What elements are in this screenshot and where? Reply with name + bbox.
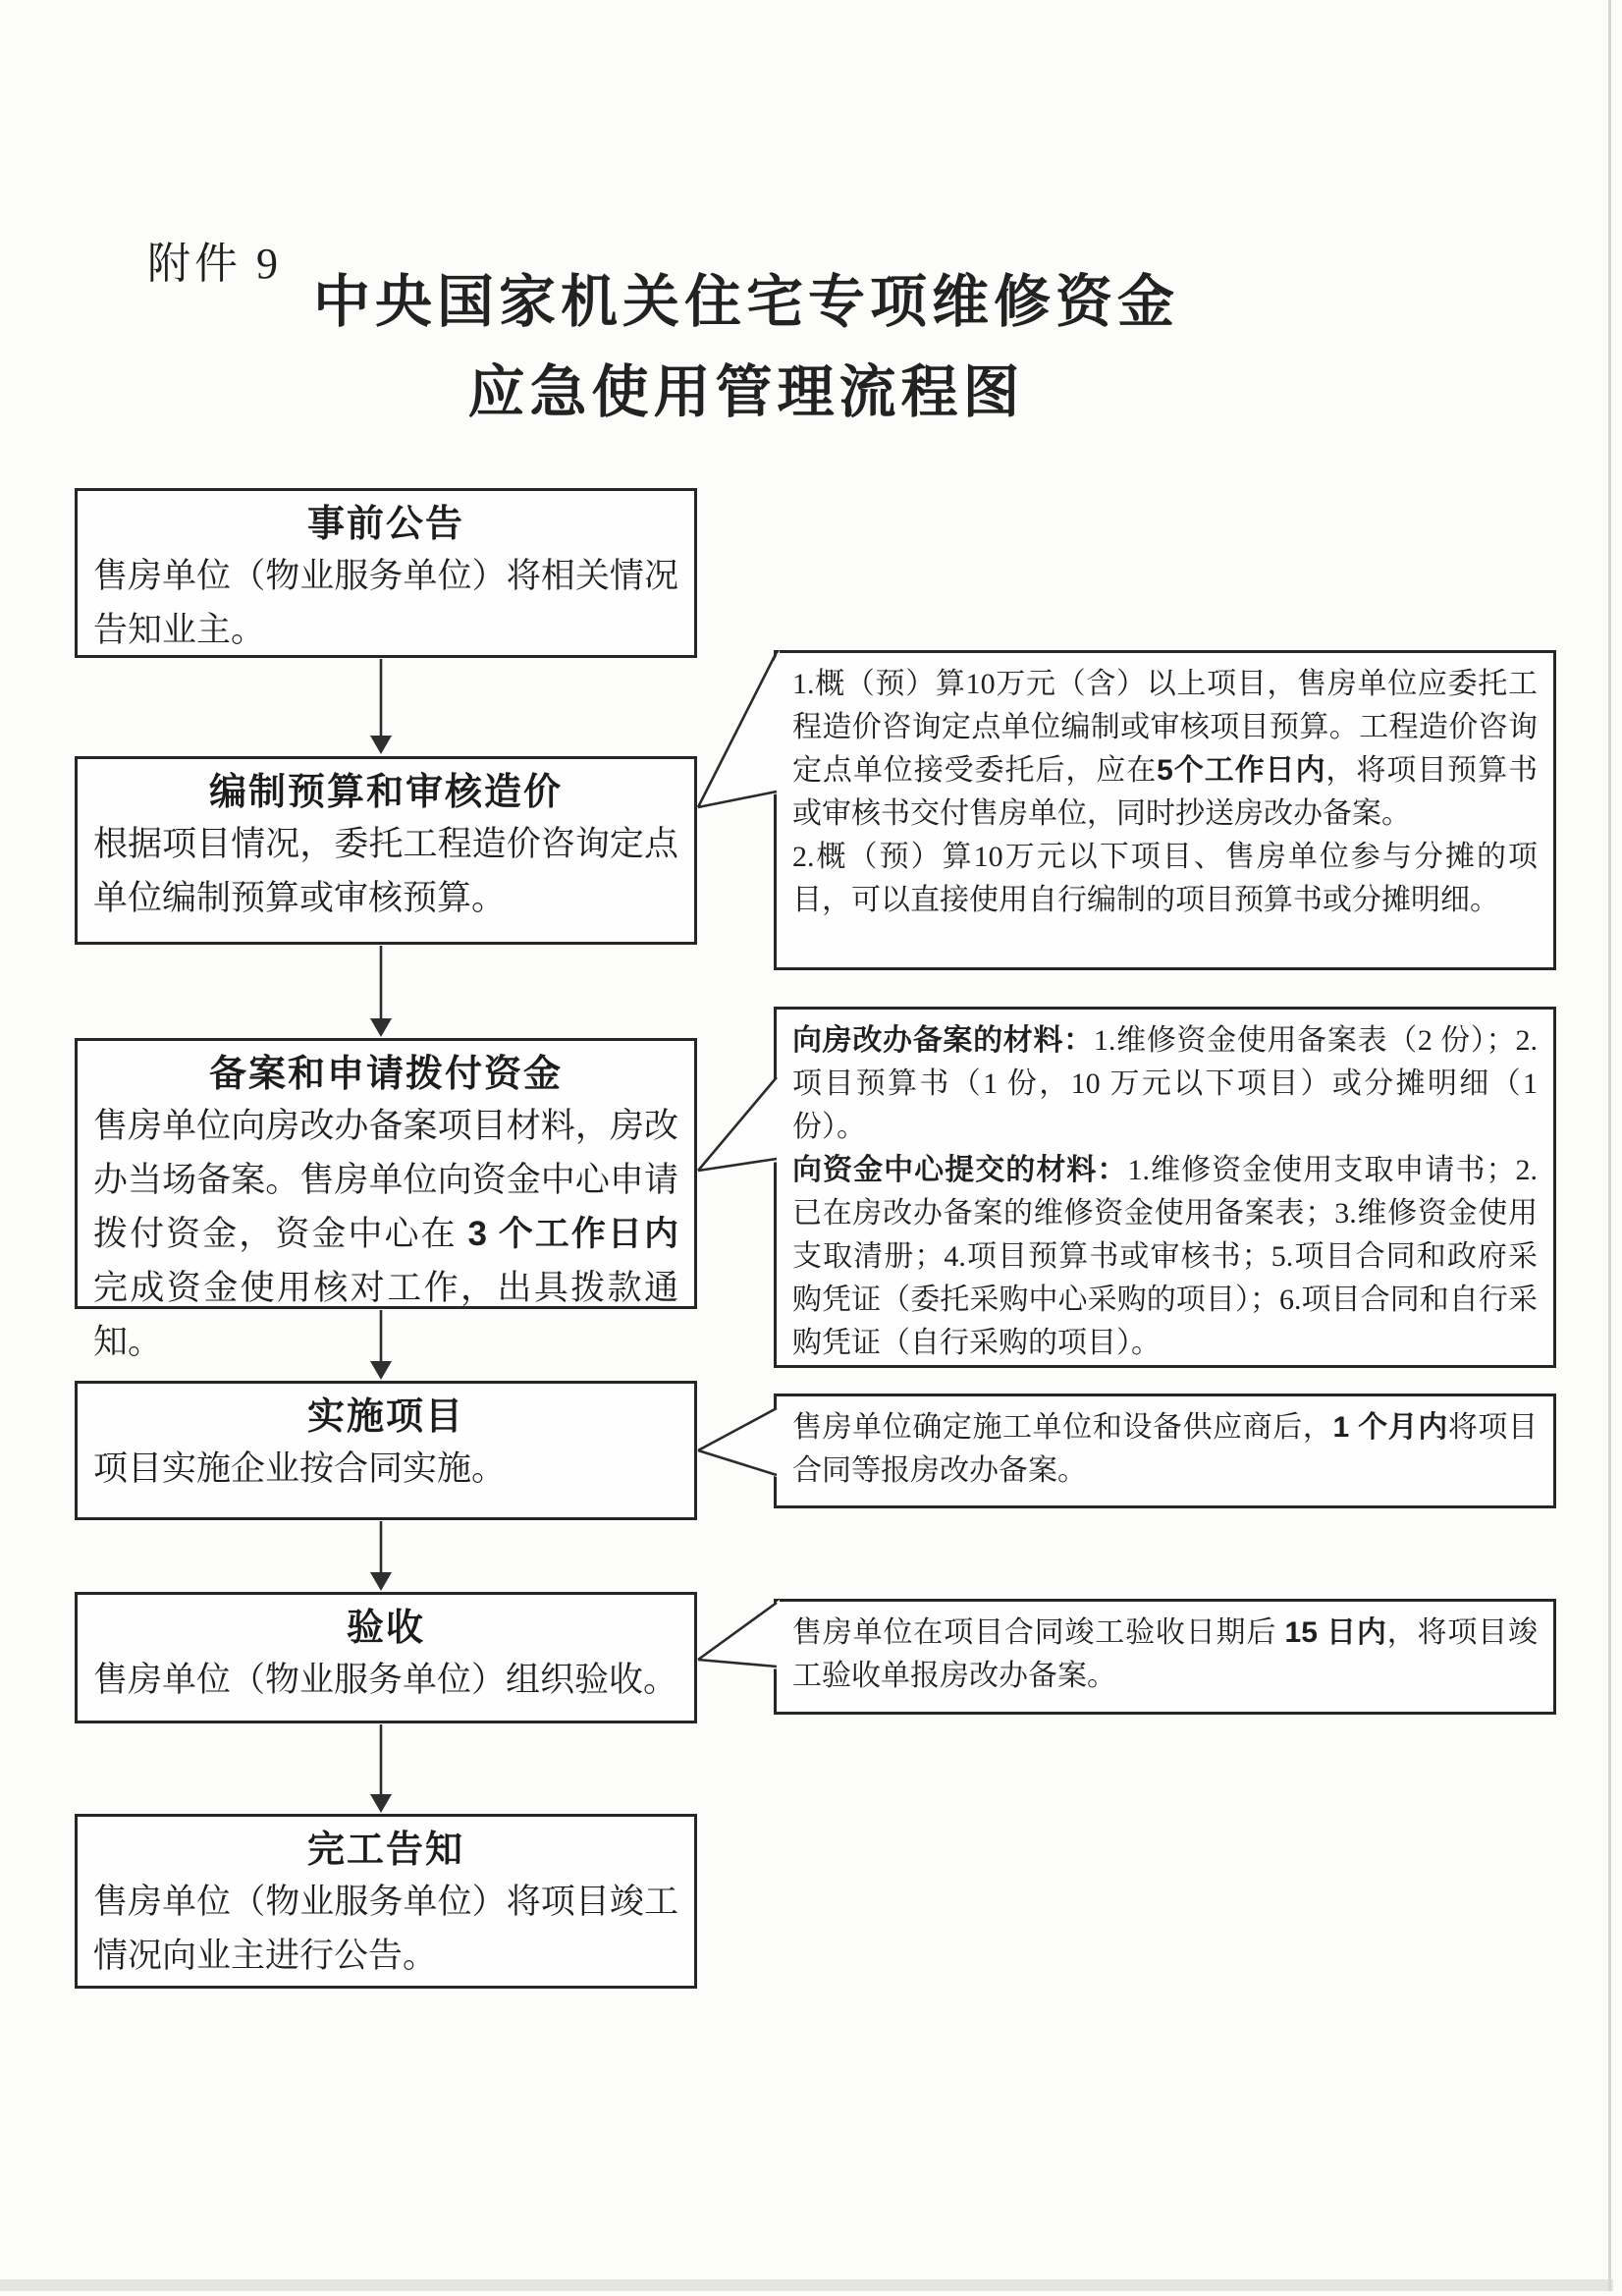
annotation-paragraph: 1.概（预）算10万元（含）以上项目，售房单位应委托工程造价咨询定点单位编制或审核项目预算。工程造价咨询定点单位接受委托后，应在5个工作日内，将项目预算书或审核书交付售房单位，同时抄送房改办备案。	[792, 668, 1538, 830]
annotation-paragraph: 售房单位确定施工单位和设备供应商后，1 个月内将项目合同等报房改办备案。	[792, 1411, 1539, 1487]
step-title: 备案和申请拨付资金	[208, 1054, 563, 1095]
page-title-line2: 应急使用管理流程图	[467, 360, 1025, 424]
annotation-budget-rules	[774, 650, 1556, 970]
step-title: 实施项目	[306, 1396, 464, 1438]
step-title: 事前公告	[306, 504, 464, 545]
step-body: 售房单位（物业服务单位）将项目竣工情况向业主进行公告。	[93, 1883, 678, 1975]
step-body: 售房单位（物业服务单位）组织验收。	[93, 1661, 678, 1699]
flow-arrow-2	[370, 946, 392, 1037]
annotation-paragraph: 2.概（预）算10万元以下项目、售房单位参与分摊的项目，可以直接使用自行编制的项目预算书或分摊明细。	[792, 841, 1538, 916]
step-body: 售房单位（物业服务单位）将相关情况告知业主。	[93, 557, 678, 649]
flow-step-budget-review	[75, 756, 697, 945]
flow-step-filing-funding	[75, 1038, 697, 1361]
callout-connector-3	[698, 1406, 780, 1478]
page-edge-bottom	[0, 2279, 1613, 2291]
annotation-contract-filing	[774, 1394, 1556, 1508]
annotation-paragraph: 售房单位在项目合同竣工验收日期后 15 日内，将项目竣工验收单报房改办备案。	[792, 1616, 1538, 1692]
annotation-paragraph: 向资金中心提交的材料：1.维修资金使用支取申请书；2.已在房改办备案的维修资金使用备案表；3.维修资金使用支取清册；4.项目预算书或审核书；5.项目合同和政府采购凭证（委托采购中心采购的项目）；6.项目合同和自行采购凭证（自行采购的项目）。	[792, 1154, 1539, 1359]
flow-arrow-5	[370, 1724, 392, 1813]
flow-step-acceptance	[75, 1592, 697, 1723]
page-title	[59, 257, 1433, 438]
step-body: 售房单位向房改办备案项目材料，房改办当场备案。售房单位向资金中心申请拨付资金，资金中心在 3 个工作日内完成资金使用核对工作，出具拨款通知。	[93, 1107, 678, 1361]
callout-connector-2	[698, 1075, 780, 1171]
annotation-paragraph: 向房改办备案的材料：1.维修资金使用备案表（2 份）；2.项目预算书（1 份，10 万元以下项目）或分摊明细（1 份）。	[792, 1024, 1538, 1143]
callout-connector-4	[698, 1600, 780, 1669]
flow-arrow-4	[370, 1521, 392, 1591]
callout-connector-1	[698, 650, 780, 807]
flow-step-completion-notice	[75, 1814, 697, 1989]
flow-step-implementation	[75, 1381, 697, 1520]
step-title: 编制预算和审核造价	[208, 772, 563, 813]
page-title-line1: 中央国家机关住宅专项维修资金	[312, 270, 1179, 334]
step-title: 验收	[346, 1608, 425, 1649]
step-body: 根据项目情况，委托工程造价咨询定点单位编制预算或审核预算。	[93, 825, 678, 917]
step-body: 项目实施企业按合同实施。	[93, 1449, 507, 1488]
annotation-filing-materials	[774, 1007, 1556, 1368]
step-title: 完工告知	[306, 1830, 464, 1871]
flow-arrow-1	[370, 659, 392, 754]
attachment-label: 附件 9	[147, 240, 282, 288]
annotation-acceptance-filing	[774, 1599, 1556, 1715]
flow-step-pre-announcement	[75, 488, 697, 658]
page-edge-right	[1608, 0, 1611, 2291]
